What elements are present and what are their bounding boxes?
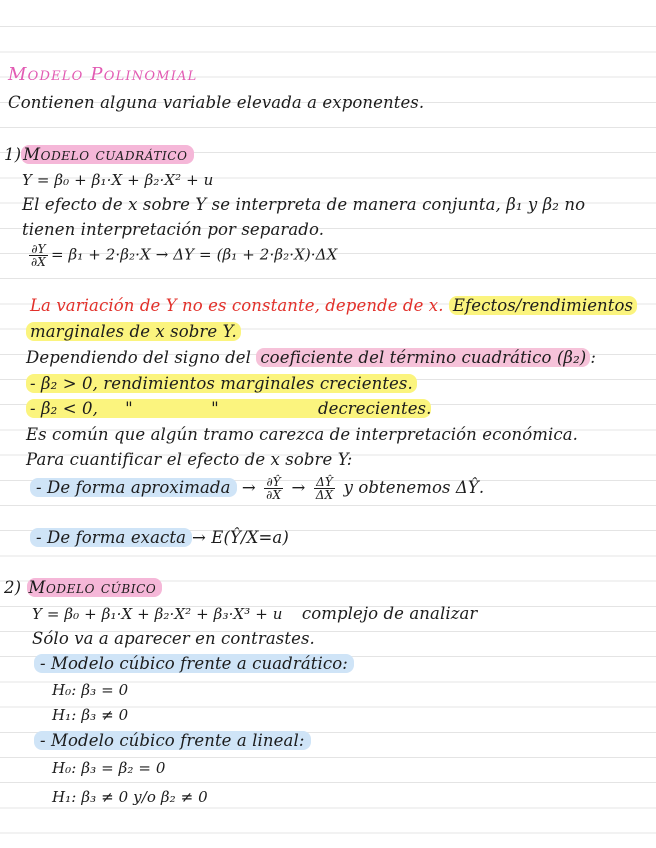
coefficient-highlight: coeficiente del término cuadrático (β₂) xyxy=(256,348,590,367)
cubic-vs-linear-label: - Modelo cúbico frente a lineal: xyxy=(34,731,311,750)
cubic-vs-linear xyxy=(34,730,311,752)
approx-tail: y obtenemos ΔŶ. xyxy=(343,478,485,497)
arrow-icon: → xyxy=(291,478,306,497)
variation-line xyxy=(30,295,637,317)
cubic-equation: Y = β₀ + β₁·X + β₂·X² + β₃·X³ + u xyxy=(32,605,283,623)
bullet-negative-start: - β₂ < 0, xyxy=(30,399,98,418)
approx-label: - De forma aproximada xyxy=(30,478,237,497)
approx-increment: $\frac{\Delta Ŷ}{\Delta X}$ xyxy=(315,475,334,502)
exact-label: - De forma exacta xyxy=(30,528,192,547)
bullet-positive xyxy=(26,373,417,395)
variation-line-2 xyxy=(26,321,241,343)
hypothesis-null-2: H₀: β₃ = β₂ = 0 xyxy=(52,759,166,777)
yellow-note-b: marginales de x sobre Y. xyxy=(26,322,241,341)
interpretation-line-1: El efecto de x sobre Y se interpreta de manera conjunta, β₁ y β₂ no xyxy=(22,195,586,214)
section-2-title: Modelo cúbico xyxy=(27,578,163,597)
yellow-note-a: Efectos/rendimientos xyxy=(449,296,637,315)
hypothesis-alt-2: H₁: β₃ ≠ 0 y/o β₂ ≠ 0 xyxy=(52,788,208,806)
ditto-mark-1: " xyxy=(125,399,133,418)
cubic-vs-quadratic-label: - Modelo cúbico frente a cuadrático: xyxy=(34,654,354,673)
section-1-number: 1) xyxy=(4,145,22,164)
exact-line xyxy=(30,527,289,549)
section-2-heading xyxy=(4,577,162,599)
derivative-fraction: $\frac{\partial Y}{\partial X}$ xyxy=(31,242,46,269)
derivative-expression: = β₁ + 2·β₂·X → ΔY = (β₁ + 2·β₂·X)·ΔX xyxy=(50,245,338,264)
dependency-prefix: Dependiendo del signo del xyxy=(26,348,257,367)
bullet-negative-end: decrecientes. xyxy=(317,399,432,418)
dependency-suffix: : xyxy=(590,348,596,367)
approx-derivative: $\frac{\partial Ŷ}{\partial X}$ xyxy=(266,475,282,502)
cubic-equation-line xyxy=(32,603,477,625)
ditto-mark-2: " xyxy=(211,399,219,418)
page-title: Modelo Polinomial xyxy=(8,64,198,85)
quantify-note: Para cuantificar el efecto de x sobre Y: xyxy=(26,450,353,469)
interpretation-line-2: tienen interpretación por separado. xyxy=(22,220,325,239)
bullet-negative xyxy=(26,398,431,420)
section-1-heading xyxy=(4,144,194,166)
quadratic-equation: Y = β₀ + β₁·X + β₂·X² + u xyxy=(22,171,214,189)
section-1-title: Modelo cuadrático xyxy=(21,145,193,164)
hypothesis-null-1: H₀: β₃ = 0 xyxy=(52,681,129,699)
exact-expression: → E(Ŷ/X=a) xyxy=(192,528,289,547)
approx-line xyxy=(30,476,484,501)
derivative-line xyxy=(26,243,337,268)
bullet-positive-text: - β₂ > 0, rendimientos marginales crecientes. xyxy=(26,374,417,393)
intro-text: Contienen alguna variable elevada a exponentes. xyxy=(8,93,425,112)
hypothesis-alt-1: H₁: β₃ ≠ 0 xyxy=(52,706,129,724)
common-note: Es común que algún tramo carezca de interpretación económica. xyxy=(26,425,578,444)
red-note: La variación de Y no es constante, depende de x. xyxy=(30,296,444,315)
contrast-note: Sólo va a aparecer en contrastes. xyxy=(32,629,315,648)
arrow-icon: → xyxy=(241,478,256,497)
complexity-note: complejo de analizar xyxy=(301,604,478,623)
section-2-number: 2) xyxy=(4,578,22,597)
cubic-vs-quadratic xyxy=(34,653,354,675)
dependency-line xyxy=(26,347,596,369)
